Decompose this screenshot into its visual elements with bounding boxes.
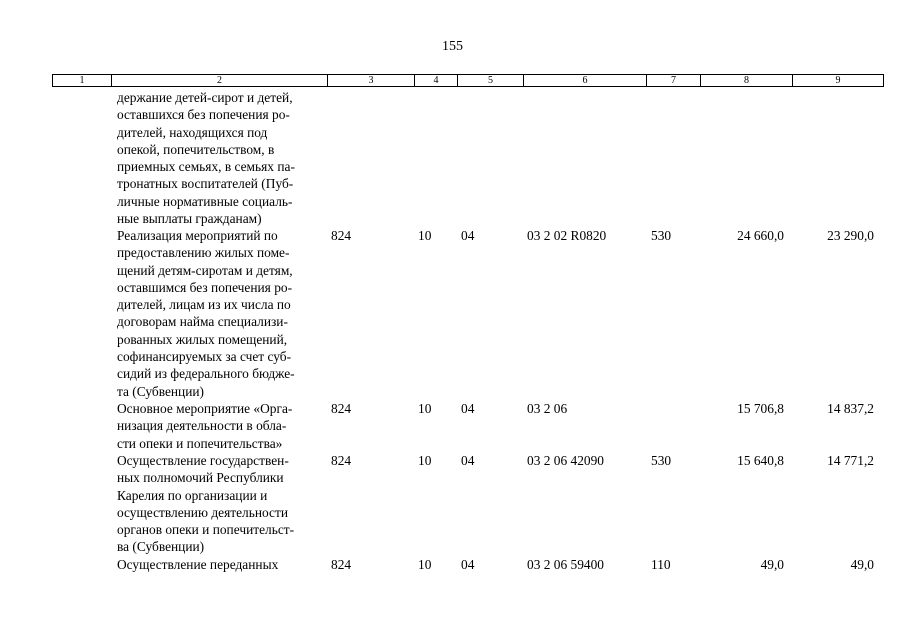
row-description: Основное мероприятие «Орга- низация деятельности в обла- сти опеки и попечительства» [117, 401, 293, 451]
cell-amount-8: 24 660,0 [737, 228, 784, 243]
cell-amount-8: 15 640,8 [737, 453, 784, 468]
column-header-9: 9 [793, 75, 884, 87]
cell-amount-8: 15 706,8 [737, 401, 784, 416]
cell-code-7: 110 [651, 557, 671, 572]
page-number: 155 [442, 39, 463, 54]
cell-code-5: 04 [461, 557, 475, 572]
row-description: держание детей-сирот и детей, оставшихся без попечения ро- дителей, находящихся под опекой, попечительством, в приемных семьях, в семьях па- тронатных воспитателей (Пуб- личные нормативные социаль- ные выплаты гражданам) [117, 90, 295, 227]
column-header-4: 4 [415, 75, 458, 87]
cell-code-5: 04 [461, 228, 475, 243]
cell-code-6: 03 2 06 59400 [527, 557, 604, 572]
cell-code-6: 03 2 02 R0820 [527, 228, 607, 243]
cell-amount-8: 49,0 [760, 557, 784, 572]
cell-code-3: 824 [331, 228, 352, 243]
cell-code-4: 10 [418, 557, 432, 572]
cell-code-4: 10 [418, 401, 432, 416]
column-header-1: 1 [53, 75, 112, 87]
column-header-3: 3 [328, 75, 415, 87]
cell-code-3: 824 [331, 401, 352, 416]
cell-code-5: 04 [461, 401, 475, 416]
cell-code-5: 04 [461, 453, 475, 468]
cell-code-4: 10 [418, 228, 432, 243]
cell-code-6: 03 2 06 [527, 401, 568, 416]
cell-code-6: 03 2 06 42090 [527, 453, 604, 468]
cell-amount-9: 14 771,2 [827, 453, 874, 468]
row-description: Осуществление государствен- ных полномочий Республики Карелия по организации и осуществлению деятельности органов опеки и попечительст- ва (Субвенции) [117, 453, 295, 555]
column-header-5: 5 [458, 75, 524, 87]
row-description: Реализация мероприятий по предоставлению жилых поме- щений детям-сиротам и детям, оставшимся без попечения ро- дителей, лицам из их числа по договорам найма специализи- рованных жилых помещений, софинансируемых за счет суб- сидий из федерального бюдже- та (Субвенции) [117, 228, 295, 399]
column-number-header [52, 74, 884, 87]
row-description: Осуществление переданных [117, 557, 279, 572]
cell-amount-9: 49,0 [850, 557, 874, 572]
column-header-7: 7 [647, 75, 701, 87]
cell-code-7: 530 [651, 453, 672, 468]
cell-code-3: 824 [331, 557, 352, 572]
column-header-6: 6 [524, 75, 647, 87]
cell-amount-9: 23 290,0 [827, 228, 874, 243]
column-header-2: 2 [112, 75, 328, 87]
column-header-8: 8 [701, 75, 793, 87]
cell-code-3: 824 [331, 453, 352, 468]
cell-amount-9: 14 837,2 [827, 401, 874, 416]
cell-code-7: 530 [651, 228, 672, 243]
cell-code-4: 10 [418, 453, 432, 468]
